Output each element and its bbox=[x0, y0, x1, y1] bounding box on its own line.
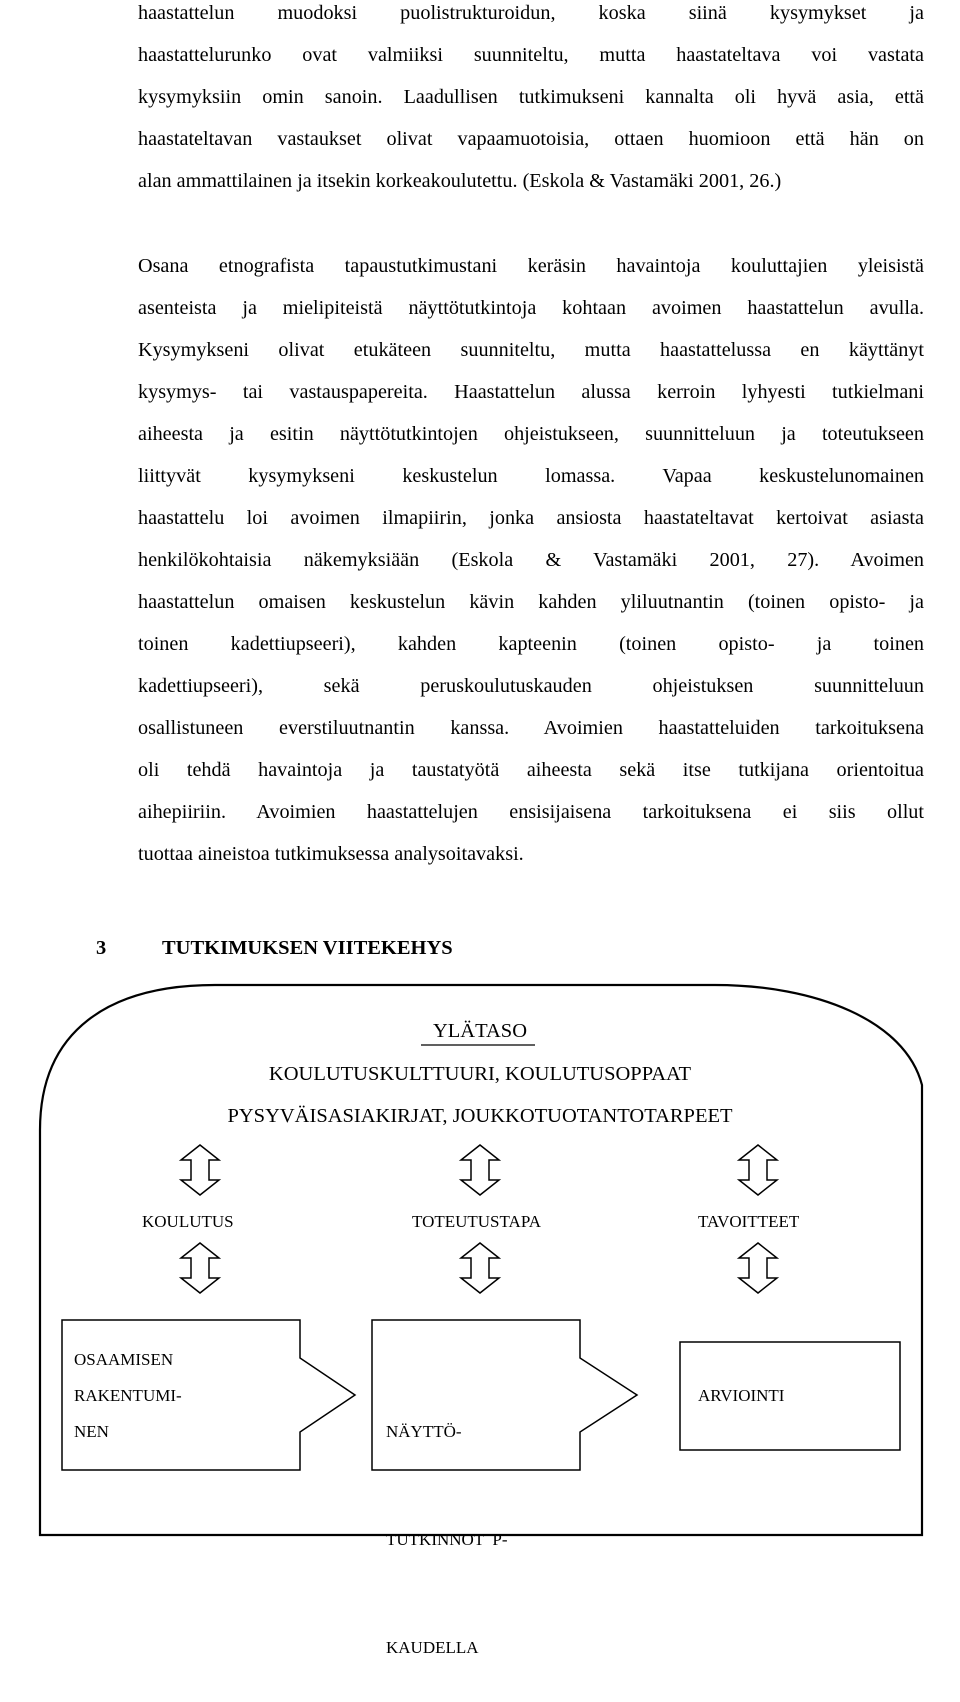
box-right-text: ARVIOINTI bbox=[698, 1386, 785, 1405]
paragraph-2-line: Osana etnografista tapaustutkimustani keräsin havaintoja kouluttajien yleisistä bbox=[138, 255, 924, 277]
double-arrow-icon-bottom-right bbox=[739, 1243, 777, 1293]
paragraph-2-line: toinen kadettiupseeri), kahden kapteenin (toinen opisto- ja toinen bbox=[138, 633, 924, 655]
section-number: 3 bbox=[96, 937, 107, 959]
paragraph-2-line: liittyvät kysymykseni keskustelun lomassa. Vapaa keskustelunomainen bbox=[138, 465, 924, 487]
paragraph-2-line: oli tehdä havaintoja ja taustatyötä aiheesta sekä itse tutkijana orientoitua bbox=[138, 759, 924, 781]
section-title: TUTKIMUKSEN VIITEKEHYS bbox=[162, 937, 453, 959]
double-arrow-icon-top-left bbox=[181, 1145, 219, 1195]
paragraph-2-line: asenteista ja mielipiteistä näyttötutkintoja kohtaan avoimen haastattelun avulla. bbox=[138, 297, 924, 319]
paragraph-2-line: kadettiupseeri), sekä peruskoulutuskauden ohjeistuksen suunnitteluun bbox=[138, 675, 924, 697]
paragraph-2-line: haastattelun omaisen keskustelun kävin kahden yliluutnantin (toinen opisto- ja bbox=[138, 591, 924, 613]
double-arrow-icon-bottom-center bbox=[461, 1243, 499, 1293]
double-arrow-icon-top-center bbox=[461, 1145, 499, 1195]
box-center-line: KAUDELLA bbox=[386, 1638, 479, 1657]
diagram-top-title: YLÄTASO bbox=[432, 1020, 528, 1042]
paragraph-2-line: henkilökohtaisia näkemyksiään (Eskola & Vastamäki 2001, 27). Avoimen bbox=[138, 549, 924, 571]
double-arrow-icon-bottom-left bbox=[181, 1243, 219, 1293]
paragraph-2-line: osallistuneen everstiluutnantin kanssa. Avoimien haastatteluiden tarkoituksena bbox=[138, 717, 924, 739]
double-arrow-icon-top-right bbox=[739, 1145, 777, 1195]
paragraph-1-line: haastattelun muodoksi puolistrukturoidun, koska siinä kysymykset ja bbox=[138, 2, 924, 24]
paragraph-2-line: aihepiiriin. Avoimien haastattelujen ensisijaisena tarkoituksena ei siis ollut bbox=[138, 801, 924, 823]
paragraph-2-line: aiheesta ja esitin näyttötutkintojen ohjeistukseen, suunnitteluun ja toteutukseen bbox=[138, 423, 924, 445]
label-tavoitteet: TAVOITTEET bbox=[698, 1212, 800, 1231]
box-center-text bbox=[386, 1342, 508, 1702]
paragraph-2-line: kysymys- tai vastauspapereita. Haastattelun alussa kerroin lyhyesti tutkielmani bbox=[138, 381, 924, 403]
label-toteutustapa: TOTEUTUSTAPA bbox=[412, 1212, 541, 1231]
box-center-line: TUTKINNOT P- bbox=[386, 1530, 508, 1549]
diagram-top-line-2: PYSYVÄISASIAKIRJAT, JOUKKOTUOTANTOTARPEET bbox=[227, 1105, 733, 1127]
paragraph-2-line: haastattelu loi avoimen ilmapiirin, jonka ansiosta haastateltavat kertoivat asiasta bbox=[138, 507, 924, 529]
box-left-line: OSAAMISEN bbox=[74, 1350, 174, 1369]
box-left-line: NEN bbox=[74, 1422, 109, 1441]
paragraph-2-line: tuottaa aineistoa tutkimuksessa analysoitavaksi. bbox=[138, 843, 524, 865]
paragraph-1-line: alan ammattilainen ja itsekin korkeakoulutettu. (Eskola & Vastamäki 2001, 26.) bbox=[138, 170, 782, 192]
paragraph-1-line: haastateltavan vastaukset olivat vapaamuotoisia, ottaen huomioon että hän on bbox=[138, 128, 924, 150]
paragraph-2-line: Kysymykseni olivat etukäteen suunniteltu, mutta haastattelussa en käyttänyt bbox=[138, 339, 924, 361]
box-center-line: NÄYTTÖ- bbox=[386, 1422, 462, 1441]
paragraph-1-line: kysymyksiin omin sanoin. Laadullisen tutkimukseni kannalta oli hyvä asia, että bbox=[138, 86, 924, 108]
box-left-line: RAKENTUMI- bbox=[74, 1386, 182, 1405]
paragraph-1-line: haastattelurunko ovat valmiiksi suunniteltu, mutta haastateltava voi vastata bbox=[138, 44, 924, 66]
diagram-top-line-1: KOULUTUSKULTTUURI, KOULUTUSOPPAAT bbox=[268, 1063, 692, 1085]
label-koulutus: KOULUTUS bbox=[142, 1212, 234, 1231]
box-left-text bbox=[74, 1342, 182, 1450]
